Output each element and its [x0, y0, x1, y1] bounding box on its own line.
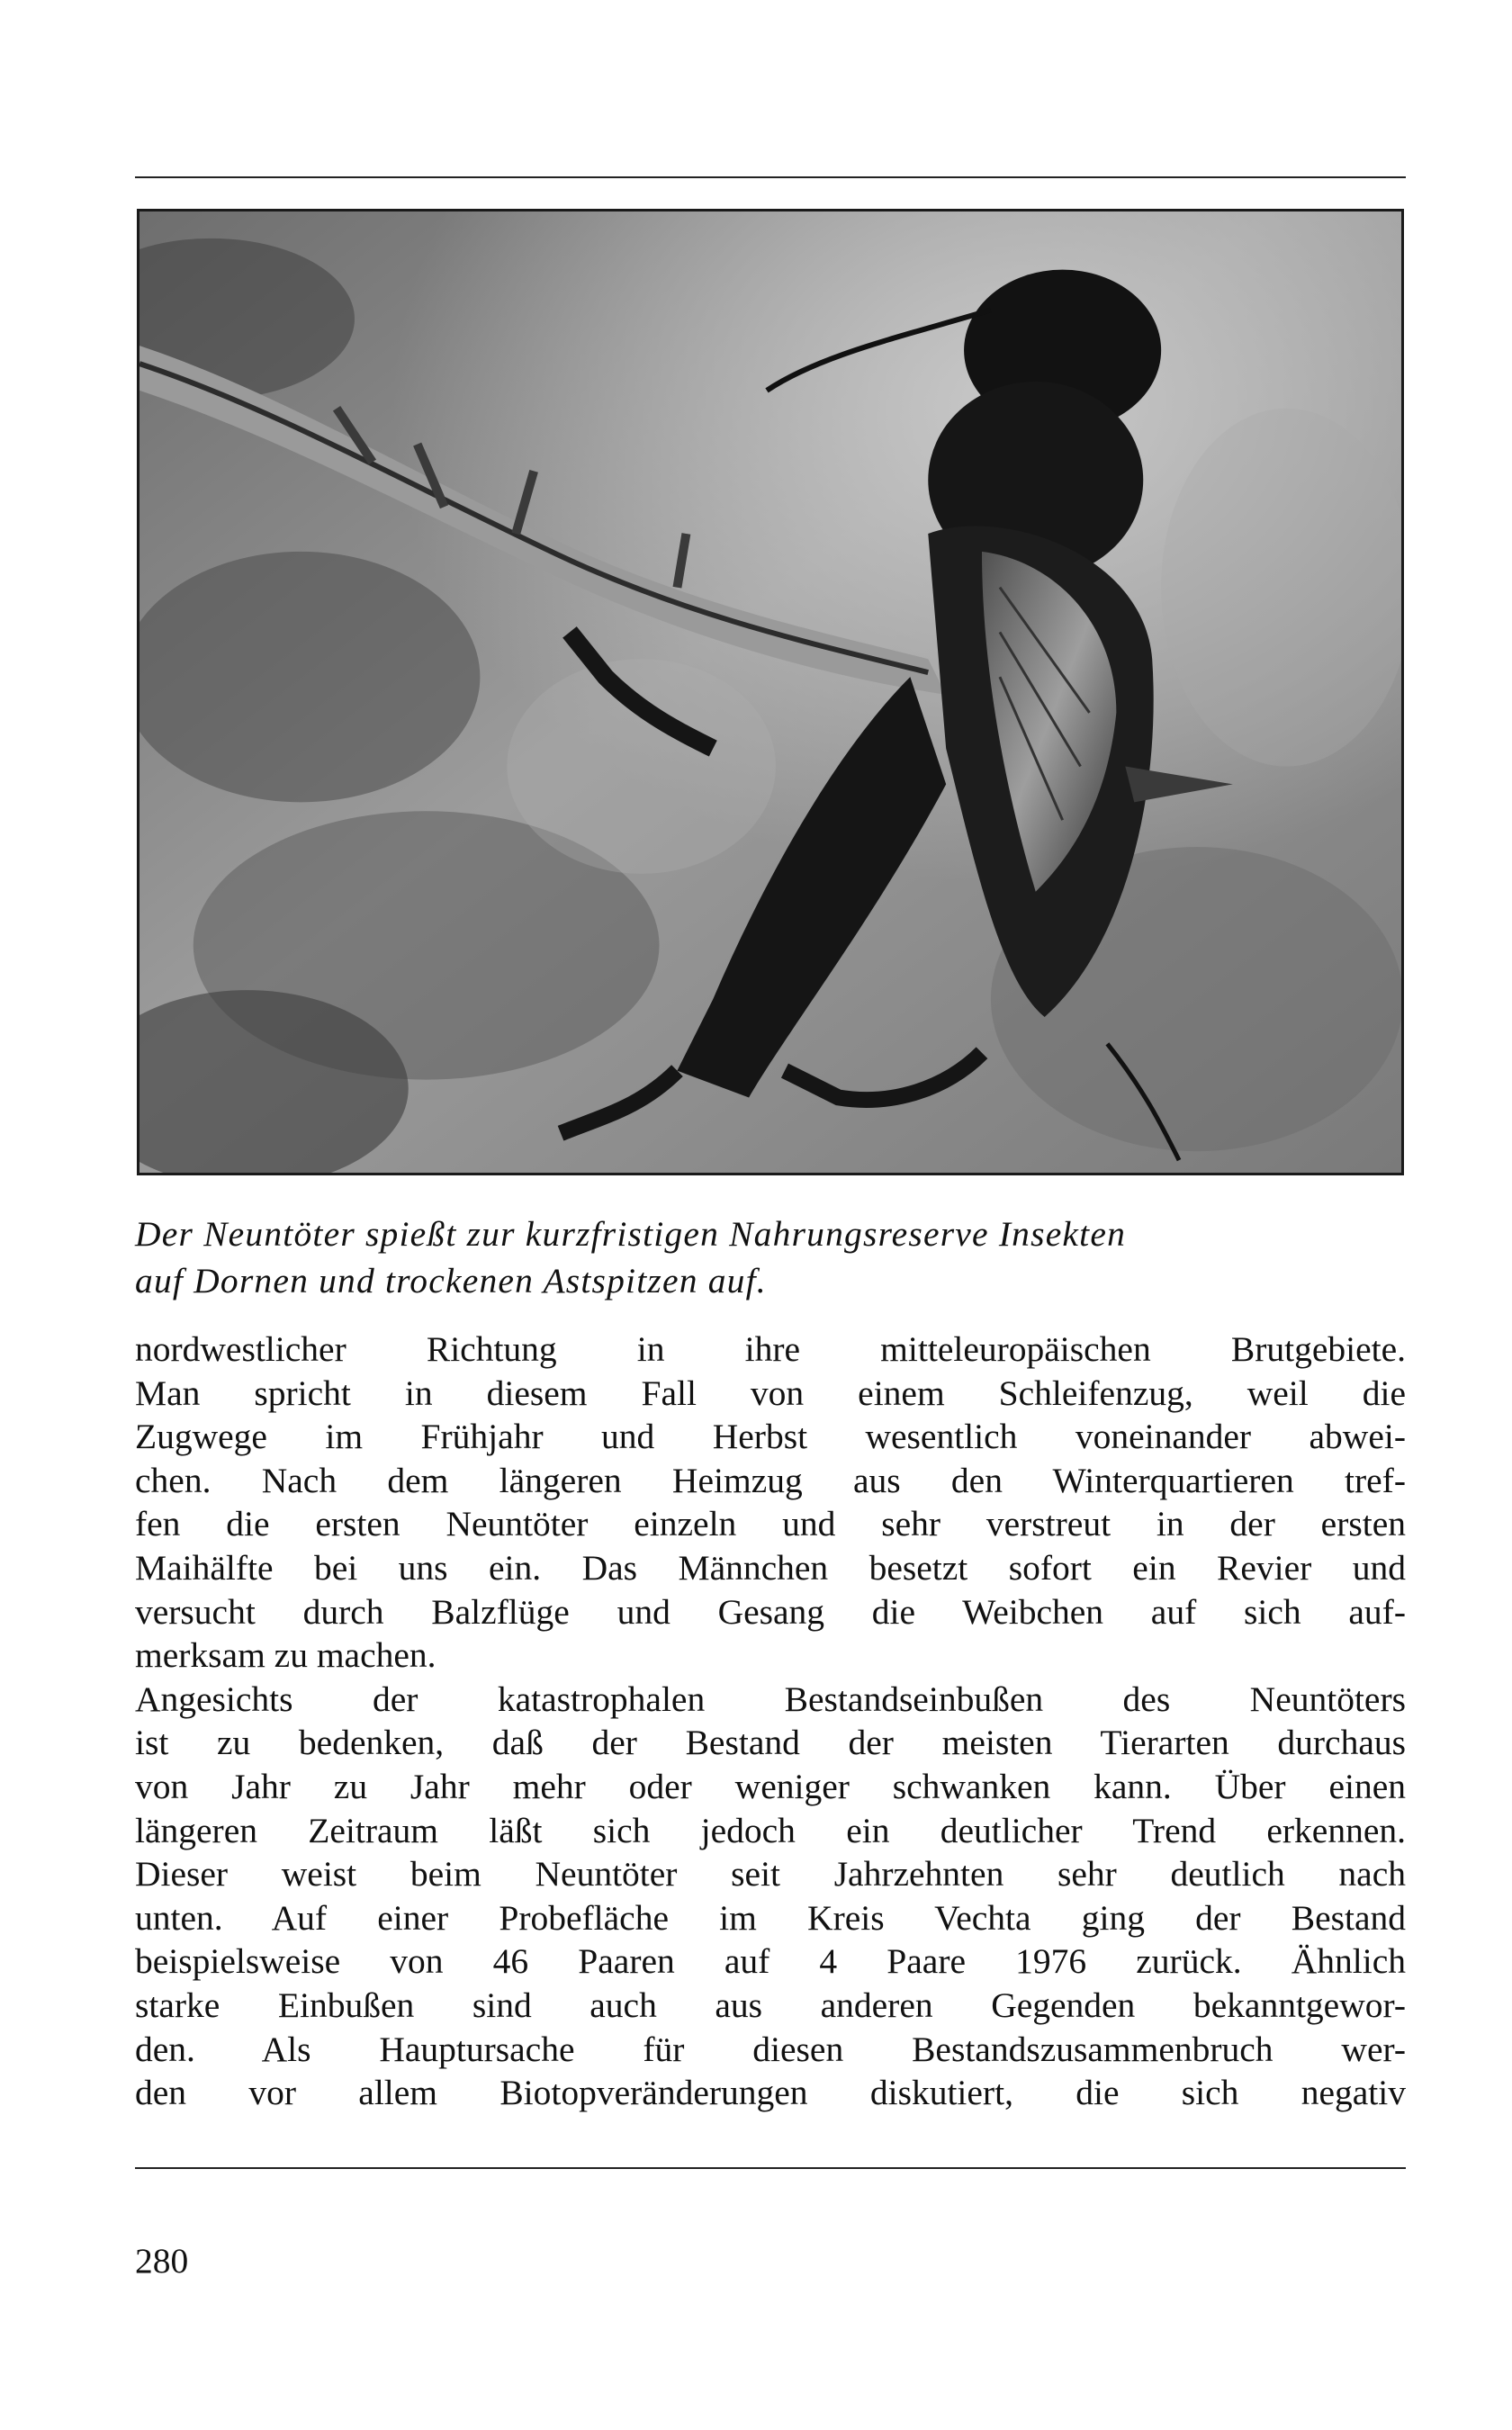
body-line: fen die ersten Neuntöter einzeln und sehr verstreut in der ersten [135, 1504, 1406, 1544]
caption-line: Der Neuntöter spießt zur kurzfristigen Nahrungsreserve Insekten [135, 1214, 1127, 1254]
caption-line: auf Dornen und trockenen Astspitzen auf. [135, 1261, 767, 1300]
body-line: den. Als Hauptursache für diesen Bestandszusammenbruch wer- [135, 2029, 1406, 2069]
body-line: Man spricht in diesem Fall von einem Schleifenzug, weil die [135, 1372, 1406, 1413]
body-line: merksam zu machen. [135, 1635, 436, 1676]
top-rule [135, 176, 1406, 178]
body-line: den vor allem Biotopveränderungen diskutiert, die sich negativ [135, 2073, 1406, 2113]
body-paragraphs [135, 1328, 1406, 2115]
body-line: versucht durch Balzflüge und Gesang die Weibchen auf sich auf- [135, 1591, 1406, 1632]
body-line: Maihälfte bei uns ein. Das Männchen besetzt sofort ein Revier und [135, 1547, 1406, 1588]
photo-illustration [140, 212, 1401, 1173]
photo-caption [135, 1210, 1406, 1304]
body-line: starke Einbußen sind auch aus anderen Gegenden bekanntgewor- [135, 1984, 1406, 2025]
body-line: chen. Nach dem längeren Heimzug aus den Winterquartieren tref- [135, 1460, 1406, 1500]
page-number: 280 [135, 2241, 189, 2281]
body-line: beispielsweise von 46 Paaren auf 4 Paare 1976 zurück. Ähnlich [135, 1941, 1406, 1982]
photo-cricket-on-twig [137, 209, 1404, 1175]
body-line: von Jahr zu Jahr mehr oder weniger schwanken kann. Über einen [135, 1766, 1406, 1806]
body-line: unten. Auf einer Probefläche im Kreis Vechta ging der Bestand [135, 1897, 1406, 1938]
body-line: Angesichts der katastrophalen Bestandseinbußen des Neuntöters [135, 1678, 1406, 1719]
body-line: Zugwege im Frühjahr und Herbst wesentlich voneinander abwei- [135, 1417, 1406, 1457]
body-line: nordwestlicher Richtung in ihre mitteleuropäischen Brutgebiete. [135, 1329, 1406, 1369]
bottom-rule [135, 2167, 1406, 2169]
body-line: längeren Zeitraum läßt sich jedoch ein deutlicher Trend erkennen. [135, 1810, 1406, 1850]
body-line: ist zu bedenken, daß der Bestand der meisten Tierarten durchaus [135, 1723, 1406, 1763]
body-line: Dieser weist beim Neuntöter seit Jahrzehnten sehr deutlich nach [135, 1854, 1406, 1894]
